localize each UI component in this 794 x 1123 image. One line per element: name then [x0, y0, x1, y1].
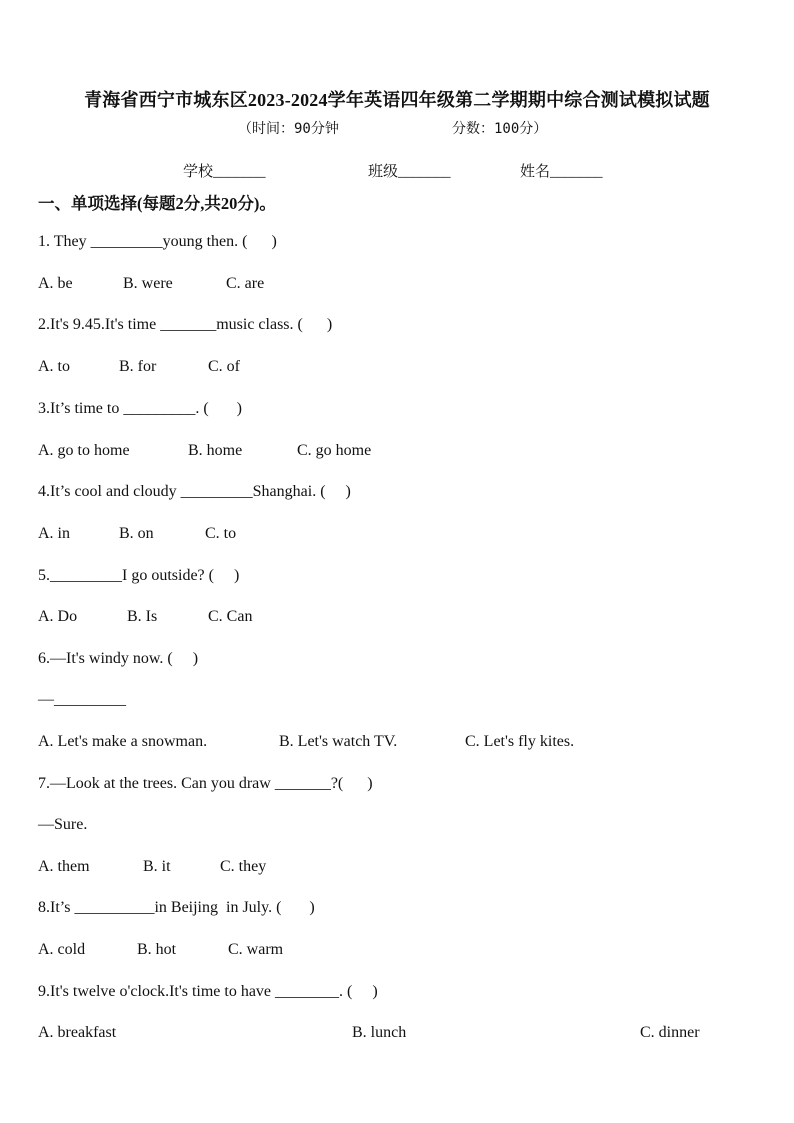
question-8-option-b: B. hot: [137, 941, 177, 958]
page-title: 青海省西宁市城东区2023-2024学年英语四年级第二学期期中综合测试模拟试题: [84, 90, 710, 110]
question-3-stem: 3.It’s time to _________. ( ): [38, 400, 242, 417]
question-4-stem: 4.It’s cool and cloudy _________Shanghai. ( ): [38, 483, 351, 500]
school-field: 学校_______: [183, 164, 266, 180]
question-7-reply: —Sure.: [38, 816, 88, 833]
question-9-option-b: B. lunch: [352, 1024, 407, 1041]
question-4-option-b: B. on: [119, 525, 154, 542]
question-1-option-b: B. were: [123, 275, 173, 292]
question-7-stem: 7.—Look at the trees. Can you draw _______?( ): [38, 775, 373, 792]
question-5-option-b: B. Is: [127, 608, 158, 625]
question-6-reply: —_________: [38, 691, 126, 708]
question-6-option-a: A. Let's make a snowman.: [38, 733, 208, 750]
class-field: 班级_______: [368, 164, 451, 180]
question-4-option-a: A. in: [38, 525, 70, 542]
question-2-option-b: B. for: [119, 358, 157, 375]
question-1-stem: 1. They _________young then. ( ): [38, 233, 277, 250]
question-1-option-c: C. are: [226, 275, 265, 292]
question-2-option-a: A. to: [38, 358, 70, 375]
question-8-option-c: C. warm: [228, 941, 284, 958]
question-9-option-c: C. dinner: [640, 1024, 700, 1041]
question-6-stem: 6.—It's windy now. ( ): [38, 650, 199, 667]
question-6-option-c: C. Let's fly kites.: [465, 733, 575, 750]
question-3-option-b: B. home: [188, 442, 243, 459]
question-6-option-b: B. Let's watch TV.: [279, 733, 398, 750]
question-2-stem: 2.It's 9.45.It's time _______music class. ( ): [38, 316, 333, 333]
question-8-option-a: A. cold: [38, 941, 86, 958]
question-8-stem: 8.It’s __________in Beijing in July. ( ): [38, 899, 315, 916]
question-9-stem: 9.It's twelve o'clock.It's time to have ________. ( ): [38, 983, 378, 1000]
question-1-option-a: A. be: [38, 275, 73, 292]
question-5-stem: 5._________I go outside? ( ): [38, 567, 240, 584]
question-5-option-c: C. Can: [208, 608, 253, 625]
question-7-option-b: B. it: [143, 858, 171, 875]
question-7-option-c: C. they: [220, 858, 267, 875]
question-3-option-a: A. go to home: [38, 442, 130, 459]
exam-score: 分数：100分）: [452, 121, 548, 137]
question-2-option-c: C. of: [208, 358, 240, 375]
question-5-option-a: A. Do: [38, 608, 78, 625]
name-field: 姓名_______: [520, 164, 603, 180]
question-9-option-a: A. breakfast: [38, 1024, 117, 1041]
question-3-option-c: C. go home: [297, 442, 372, 459]
question-4-option-c: C. to: [205, 525, 237, 542]
section-title: 一、单项选择(每题2分,共20分)。: [38, 194, 276, 213]
exam-time: （时间：90分钟: [238, 121, 339, 137]
question-7-option-a: A. them: [38, 858, 90, 875]
